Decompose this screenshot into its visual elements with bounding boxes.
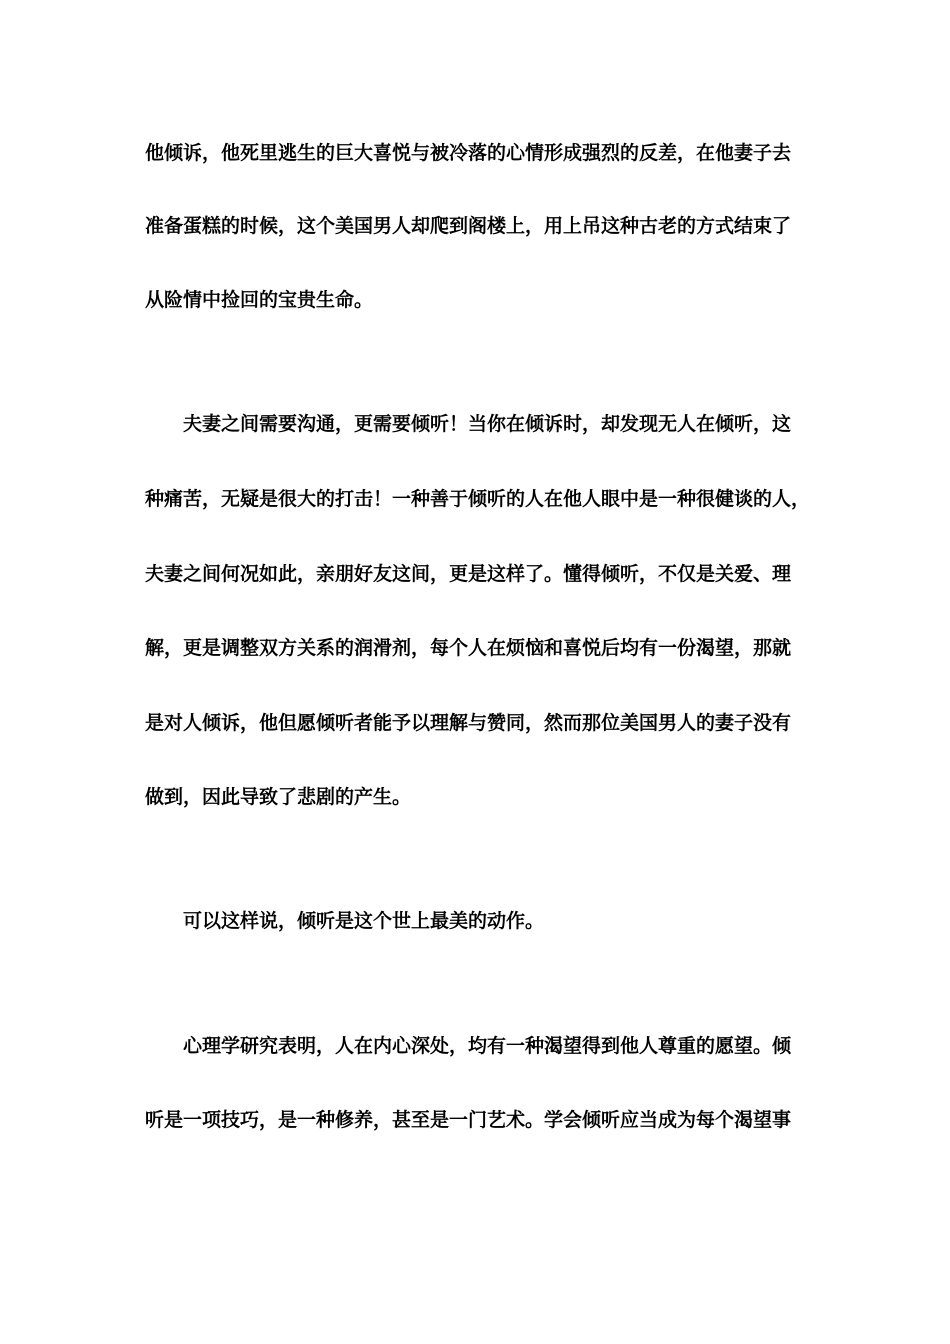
paragraph-line: 夫妻之间何况如此，亲朋好友这间，更是这样了。懂得倾听，不仅是关爱、理 <box>145 563 792 585</box>
paragraph-line: 种痛苦，无疑是很大的打击！一种善于倾听的人在他人眼中是一种很健谈的人， <box>145 488 811 510</box>
paragraph-line: 他倾诉，他死里逃生的巨大喜悦与被冷落的心情形成强烈的反差，在他妻子去 <box>145 142 792 164</box>
paragraph-line: 做到，因此导致了悲剧的产生。 <box>145 786 412 808</box>
paragraph-line: 可以这样说，倾听是这个世上最美的动作。 <box>183 910 545 932</box>
paragraph-line: 解，更是调整双方关系的润滑剂，每个人在烦恼和喜悦后均有一份渴望，那就 <box>145 637 792 659</box>
paragraph-line: 准备蛋糕的时候，这个美国男人却爬到阁楼上，用上吊这种古老的方式结束了 <box>145 215 792 237</box>
paragraph-line: 听是一项技巧，是一种修养，甚至是一门艺术。学会倾听应当成为每个渴望事 <box>145 1109 792 1131</box>
paragraph-line: 从险情中捡回的宝贵生命。 <box>145 289 374 311</box>
paragraph-line: 夫妻之间需要沟通，更需要倾听！当你在倾诉时，却发现无人在倾听，这 <box>183 413 792 435</box>
paragraph-line: 是对人倾诉，他但愿倾听者能予以理解与赞同，然而那位美国男人的妻子没有 <box>145 712 792 734</box>
paragraph-line: 心理学研究表明，人在内心深处，均有一种渴望得到他人尊重的愿望。倾 <box>183 1035 792 1057</box>
